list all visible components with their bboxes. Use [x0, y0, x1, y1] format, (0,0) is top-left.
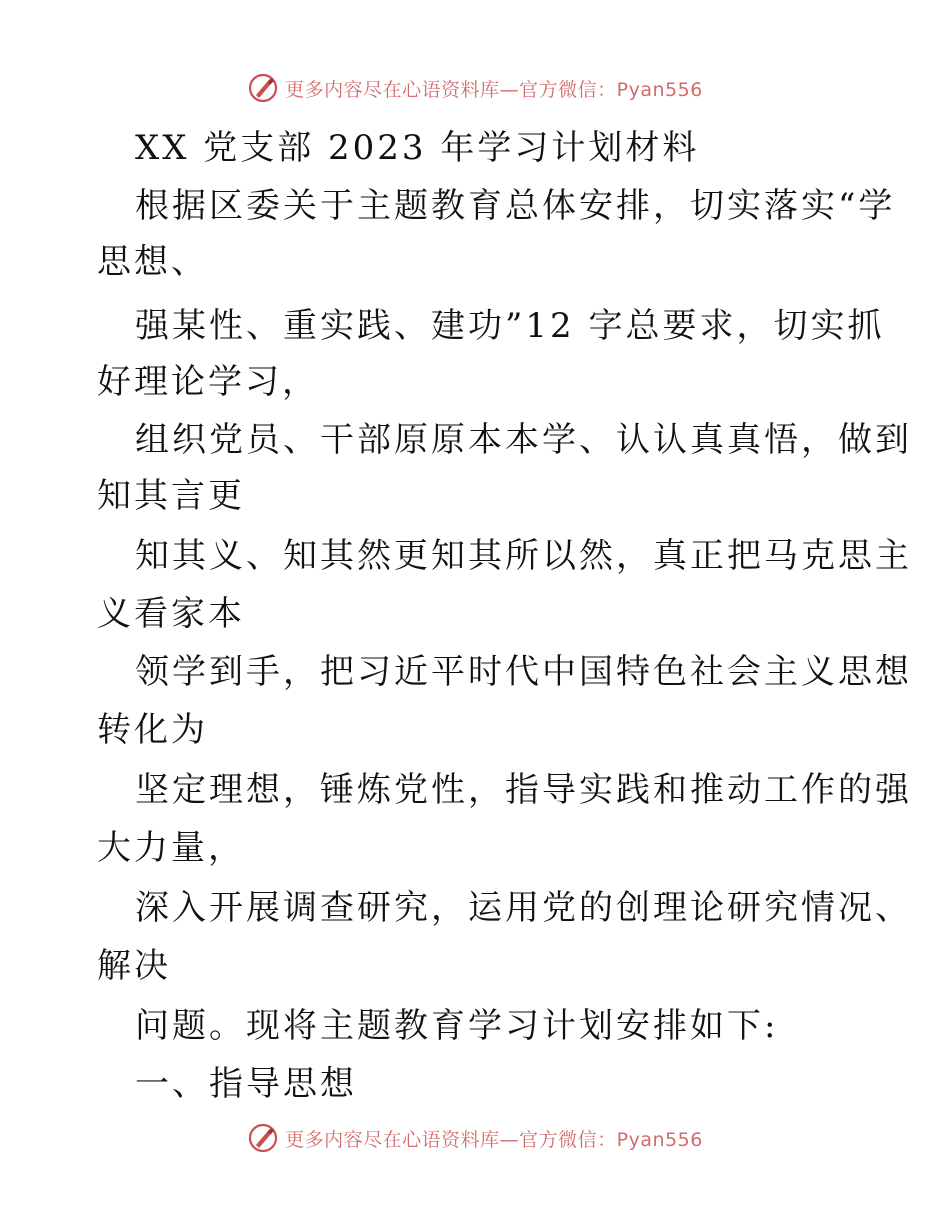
watermark-text: 更多内容尽在心语资料库—官方微信：Pyan556	[285, 78, 703, 101]
document-title: XX 党支部 2023 年学习计划材料	[135, 128, 700, 168]
paragraph-line: 强某性、重实践、建功”12 字总要求，切实抓	[135, 306, 885, 346]
watermark-text: 更多内容尽在心语资料库—官方微信：Pyan556	[285, 1128, 703, 1151]
paragraph-line: 知其言更	[97, 476, 245, 516]
paragraph-line: 思想、	[97, 242, 208, 282]
paragraph-line: 坚定理想，锤炼党性，指导实践和推动工作的强	[135, 770, 912, 810]
footer-watermark	[0, 1122, 950, 1154]
paragraph-line: 问题。现将主题教育学习计划安排如下:	[135, 1006, 779, 1046]
pen-logo-icon	[247, 72, 279, 104]
paragraph-line: 好理论学习，	[97, 362, 319, 402]
paragraph-line: 组织党员、干部原原本本学、认认真真悟，做到	[135, 420, 912, 460]
paragraph-line: 领学到手，把习近平时代中国特色社会主义思想	[135, 652, 912, 692]
paragraph-line: 义看家本	[97, 594, 245, 634]
paragraph-line: 解决	[97, 946, 171, 986]
paragraph-line: 大力量，	[97, 828, 245, 868]
section-heading: 一、指导思想	[135, 1064, 357, 1104]
header-watermark	[0, 72, 950, 104]
paragraph-line: 转化为	[97, 710, 208, 750]
paragraph-line: 根据区委关于主题教育总体安排，切实落实“学	[135, 186, 896, 226]
pen-logo-icon	[247, 1122, 279, 1154]
paragraph-line: 深入开展调查研究，运用党的创理论研究情况、	[135, 888, 912, 928]
paragraph-line: 知其义、知其然更知其所以然，真正把马克思主	[135, 536, 912, 576]
